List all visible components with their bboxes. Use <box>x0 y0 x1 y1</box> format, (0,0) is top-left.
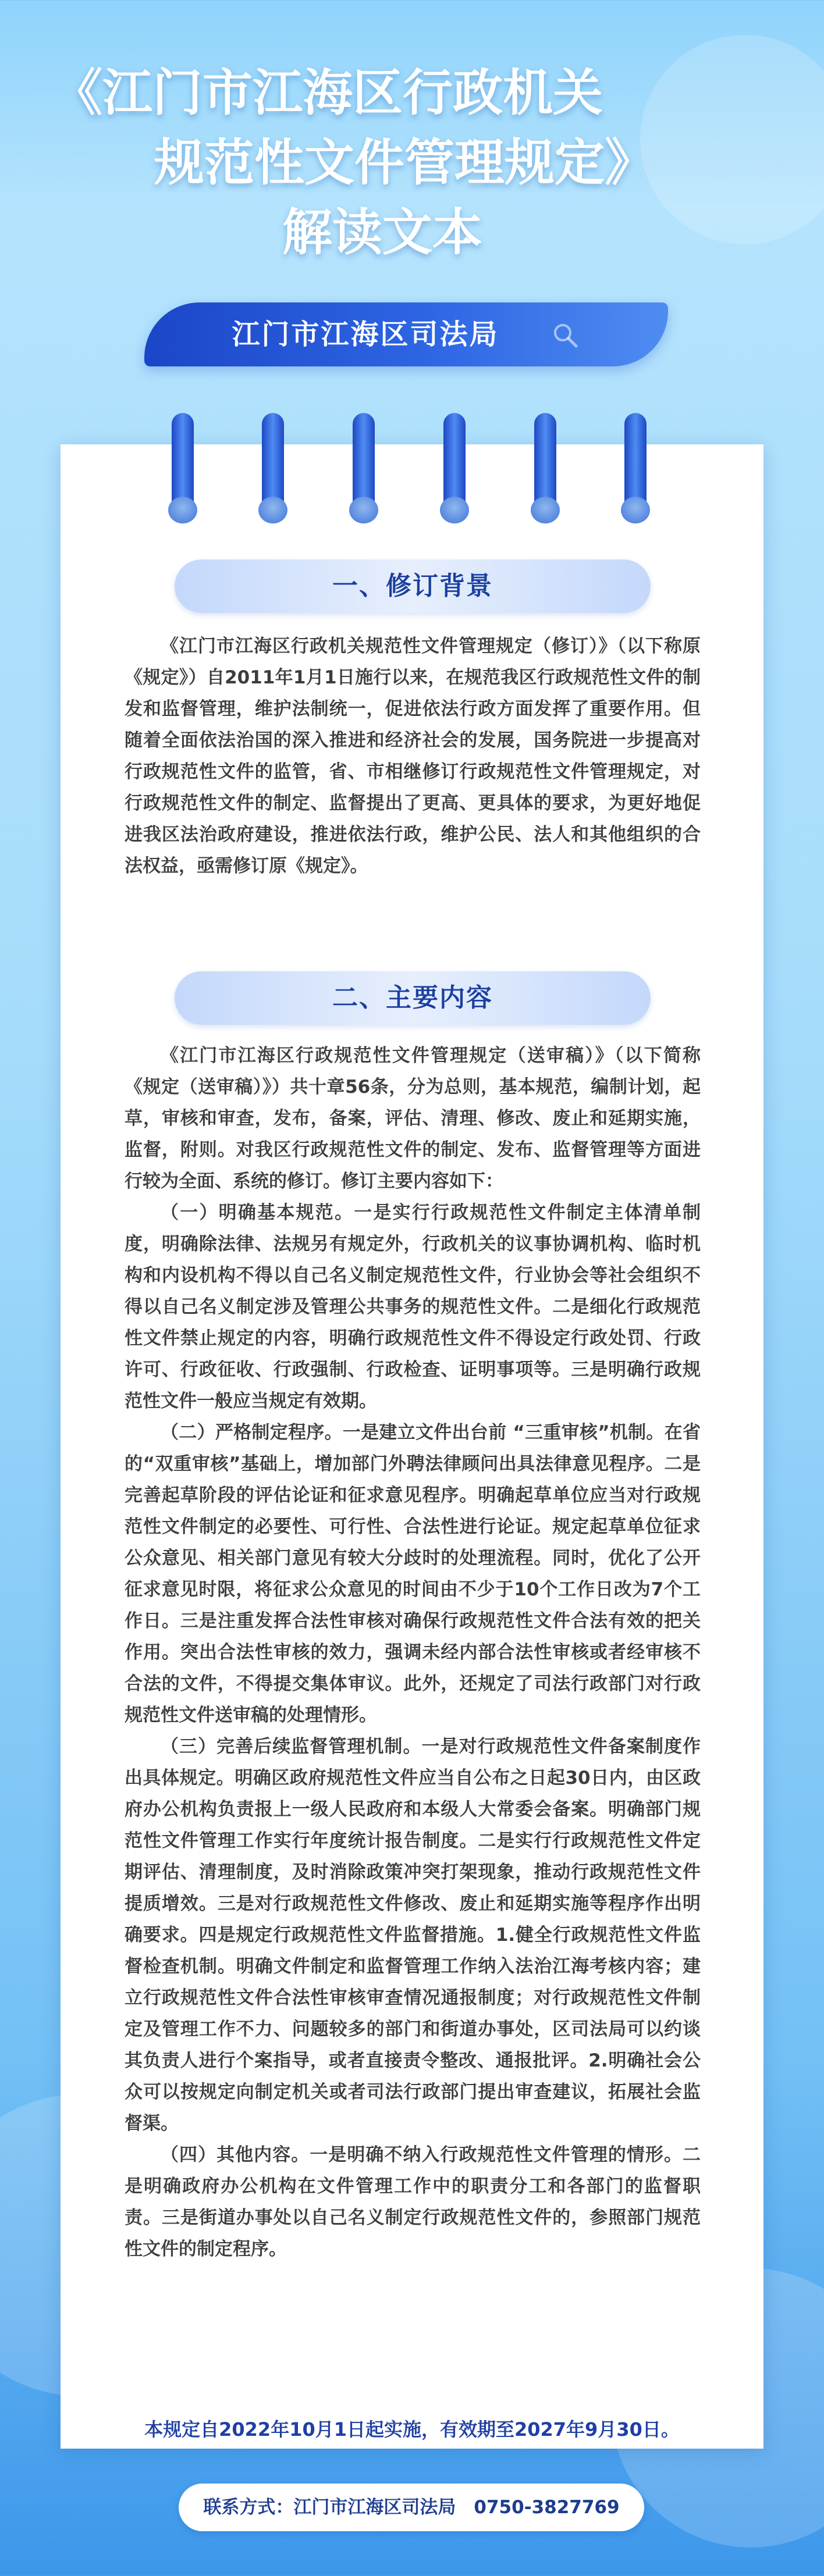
binder-ring-icon <box>440 413 469 523</box>
paragraph: （三）完善后续监督管理机制。一是对行政规范性文件备案制度作出具体规定。明确区政府规范性文件应当自公布之日起30日内，由区政府办公机构负责报上一级人民政府和本级人大常委会备案。明确部门规范性文件管理工作实行年度统计报告制度。二是实行行政规范性文件定期评估、清理制度，及时消除政策冲突打架现象，推动行政规范性文件提质增效。三是对行政规范性文件修改、废止和延期实施等程序作出明确要求。四是规定行政规范性文件监督措施。1.健全行政规范性文件监督检查机制。明确文件制定和监督管理工作纳入法治江海考核内容；建立行政规范性文件合法性审核审查情况通报制度；对行政规范性文件制定及管理工作不力、问题较多的部门和街道办事处，区司法局可以约谈其负责人进行个案指导，或者直接责令整改、通报批评。2.明确社会公众可以按规定向制定机关或者司法行政部门提出审查建议，拓展社会监督渠。 <box>125 1736 701 2134</box>
binder-ring-icon <box>531 413 560 523</box>
section-background-body <box>125 630 701 882</box>
section-header-background: 一、修订背景 <box>175 560 651 613</box>
effective-date-note: 本规定自2022年10月1日起实施，有效期至2027年9月30日。 <box>144 2418 680 2440</box>
title-line-3: 解读文本 <box>282 204 482 262</box>
contact-info: 联系方式：江门市江海区司法局 0750-3827769 <box>179 2484 644 2531</box>
section-header-main-content: 二、主要内容 <box>175 971 651 1025</box>
paragraph: 《江门市江海区行政规范性文件管理规定（送审稿）》（以下简称《规定（送审稿）》）共十章56条，分为总则，基本规范，编制计划，起草，审核和审查，发布，备案，评估、清理、修改、废止和延期实施，监督，附则。对我区行政规范性文件的制定、发布、监督管理等方面进行较为全面、系统的修订。修订主要内容如下： <box>125 1045 701 1192</box>
paragraph: （二）严格制定程序。一是建立文件出台前 “三重审核”机制。在省的“双重审核”基础上，增加部门外聘法律顾问出具法律意见程序。二是完善起草阶段的评估论证和征求意见程序。明确起草单位应当对行政规范性文件制定的必要性、可行性、合法性进行论证。规定起草单位征求公众意见、相关部门意见有较大分歧时的处理流程。同时，优化了公开征求意见时限，将征求公众意见的时间由不少于10个工作日改为7个工作日。三是注重发挥合法性审核对确保行政规范性文件合法有效的把关作用。突出合法性审核的效力，强调未经内部合法性审核或者经审核不合法的文件，不得提交集体审议。此外，还规定了司法行政部门对行政规范性文件送审稿的处理情形。 <box>125 1422 701 1726</box>
agency-banner <box>144 302 668 366</box>
title-line-1: 《江门市江海区行政机关 <box>52 64 603 122</box>
search-icon <box>552 322 578 348</box>
binder-ring-icon <box>258 413 287 523</box>
agency-name: 江门市江海区司法局 <box>232 318 499 351</box>
title-line-2: 规范性文件管理规定》 <box>154 134 655 192</box>
binder-ring-icon <box>621 413 650 523</box>
paragraph: 《江门市江海区行政机关规范性文件管理规定（修订）》（以下称原《规定》）自2011年1月1日施行以来，在规范我区行政规范性文件的制发和监督管理，维护法制统一，促进依法行政方面发挥了重要作用。但随着全面依法治国的深入推进和经济社会的发展，国务院进一步提高对行政规范性文件的监管，省、市相继修订行政规范性文件管理规定，对行政规范性文件的制定、监督提出了更高、更具体的要求，为更好地促进我区法治政府建设，推进依法行政，维护公民、法人和其他组织的合法权益，亟需修订原《规定》。 <box>125 636 701 877</box>
section-main-content-body <box>125 1040 701 2265</box>
binder-ring-icon <box>168 413 197 523</box>
paragraph: （一）明确基本规范。一是实行行政规范性文件制定主体清单制度，明确除法律、法规另有规定外，行政机关的议事协调机构、临时机构和内设机构不得以自己名义制定规范性文件，行业协会等社会组织不得以自己名义制定涉及管理公共事务的规范性文件。二是细化行政规范性文件禁止规定的内容，明确行政规范性文件不得设定行政处罚、行政许可、行政征收、行政强制、行政检查、证明事项等。三是明确行政规范性文件一般应当规定有效期。 <box>125 1202 701 1412</box>
page-title <box>52 58 774 268</box>
paragraph: （四）其他内容。一是明确不纳入行政规范性文件管理的情形。二是明确政府办公机构在文件管理工作中的职责分工和各部门的监督职责。三是街道办事处以自己名义制定行政规范性文件的，参照部门规范性文件的制定程序。 <box>125 2144 701 2260</box>
binder-ring-icon <box>349 413 378 523</box>
